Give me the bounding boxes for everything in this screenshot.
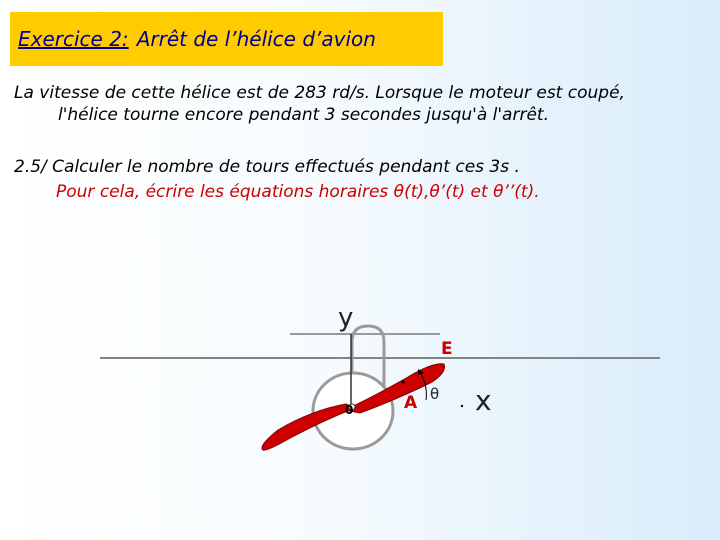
question-line-1: 2.5/ Calculer le nombre de tours effectués pendant ces 3s . (14, 157, 520, 177)
point-e-label: E (441, 339, 453, 359)
x-axis-marker (461, 405, 463, 407)
point-a-label: A (404, 393, 418, 413)
y-axis-label: y (338, 303, 354, 333)
x-axis-label: x (475, 384, 492, 417)
wing-lines (100, 334, 660, 358)
intro-line-2: l'hélice tourne encore pendant 3 secondes jusqu'à l'arrêt. (58, 105, 549, 125)
exercise-number: Exercice 2: (18, 27, 129, 51)
blade-point-marker (402, 381, 405, 384)
intro-line-1: La vitesse de cette hélice est de 283 rd/s. Lorsque le moteur est coupé, (14, 83, 625, 103)
exercise-heading: Arrêt de l’hélice d’avion (136, 27, 376, 51)
origin-label: 0 (345, 403, 354, 417)
angle-theta-label: θ (430, 385, 440, 403)
question-line-2: Pour cela, écrire les équations horaires θ(t),θ’(t) et θ’’(t). (56, 182, 540, 202)
